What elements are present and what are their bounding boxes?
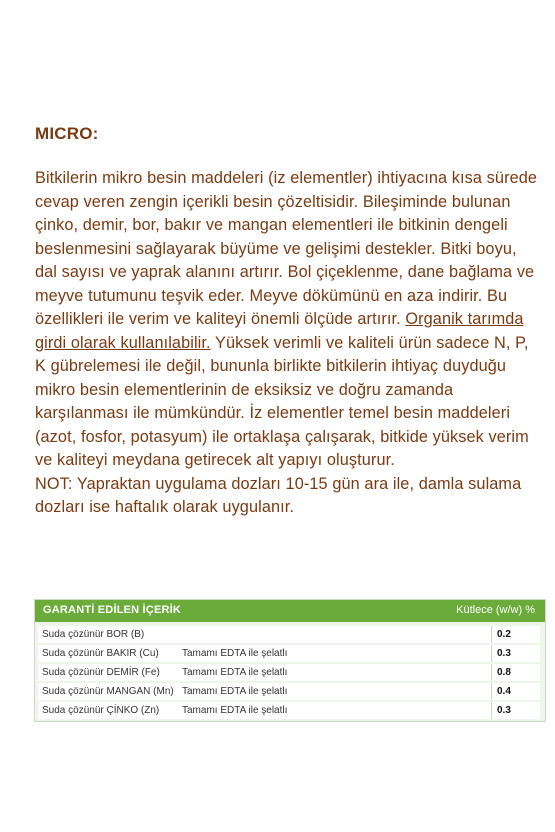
nutrient-value: 0.8 xyxy=(491,664,540,681)
table-row xyxy=(38,683,540,700)
guaranteed-content-table xyxy=(34,599,546,722)
nutrient-value: 0.3 xyxy=(491,702,540,719)
nutrient-name: Suda çözünür BAKIR (Cu) xyxy=(42,648,159,659)
nutrient-value: 0.4 xyxy=(491,683,540,700)
table-row xyxy=(38,702,540,719)
nutrient-name: Suda çözünür DEMİR (Fe) xyxy=(42,667,160,678)
nutrient-note: Tamamı EDTA ile şelatlı xyxy=(182,648,288,659)
table-header-unit: Kütlece (w/w) % xyxy=(456,604,535,616)
nutrient-name: Suda çözünür BOR (B) xyxy=(42,629,145,640)
table-row xyxy=(38,645,540,662)
nutrient-value: 0.3 xyxy=(491,645,540,662)
nutrient-value: 0.2 xyxy=(491,626,540,643)
description-text-part1: Bitkilerin mikro besin maddeleri (iz elementler) ihtiyacına kısa sürede cevap veren zengin içerikli besin çözeltisidir. Bileşiminde bulunan çinko, demir, bor, bakır ve mangan elementleri ile bitkinin dengeli beslenmesini sağlayarak büyüme ve gelişimi destekler. Bitki boyu, dal sayısı ve yaprak alanını artırır. Bol çiçeklenme, dane bağlama ve meyve tutumunu teşvik eder. Meyve dökümünü en aza indirir. Bu özellikleri ile verim ve kaliteyi önemli ölçüde artırır. xyxy=(35,169,538,328)
description-paragraph xyxy=(35,167,540,520)
nutrient-note: Tamamı EDTA ile şelatlı xyxy=(182,686,288,697)
table-row xyxy=(38,626,540,643)
table-row xyxy=(38,664,540,681)
nutrient-note: Tamamı EDTA ile şelatlı xyxy=(182,667,288,678)
table-header xyxy=(35,600,545,622)
organic-farming-underlined-text: Organik tarımda girdi olarak kullanılabilir. xyxy=(35,310,524,352)
nutrient-note: Tamamı EDTA ile şelatlı xyxy=(182,705,288,716)
section-heading: MICRO: xyxy=(35,124,99,143)
nutrient-name: Suda çözünür ÇİNKO (Zn) xyxy=(42,705,160,716)
table-header-title: GARANTİ EDİLEN İÇERİK xyxy=(43,604,182,616)
nutrient-name: Suda çözünür MANGAN (Mn) xyxy=(42,686,174,697)
usage-note: NOT: Yapraktan uygulama dozları 10-15 gün ara ile, damla sulama dozları ise haftalık olarak uygulanır. xyxy=(35,474,522,516)
description-text-part2: Yüksek verimli ve kaliteli ürün sadece N, P, K gübrelemesi ile değil, bununla birlikte bitkilerin ihtiyaç duyduğu mikro besin elementlerinin de eksiksiz ve doğru zamanda karşılanması ile mümkündür. İz elementler temel besin maddeleri (azot, fosfor, potasyum) ile ortaklaşa çalışarak, bitkide yüksek verim ve kaliteyi meydana getirecek alt yapıyı oluşturur. xyxy=(35,333,529,469)
